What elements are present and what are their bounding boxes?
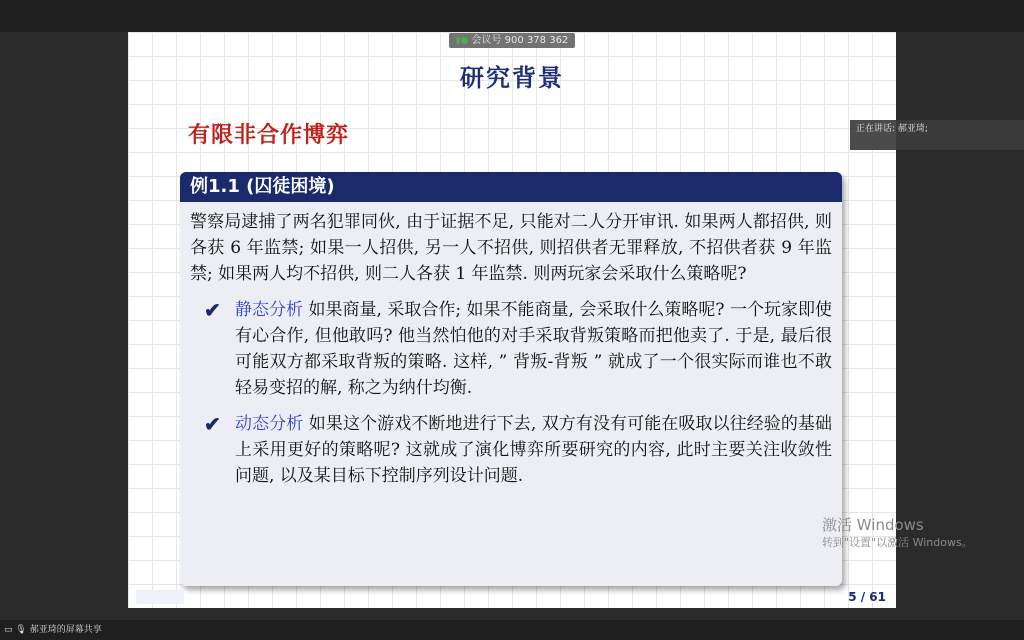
list-item-dynamic: [190, 411, 832, 489]
checkmark-icon: ✔: [204, 298, 221, 322]
list-item-static: [190, 297, 832, 401]
slide-nav-symbols[interactable]: [136, 590, 184, 604]
slide-title: 研究背景: [460, 63, 564, 92]
item-text-static: 如果商量, 采取合作; 如果不能商量, 会采取什么策略呢? 一个玩家即使有心合作, 但他敢吗? 他当然怕他的对手采取背叛策略而把他卖了. 于是, 最后很可能双方都采取背叛的策略. 这样, ” 背叛-背叛 ” 就成了一个很实际而谁也不敢轻易变招的解, 称之为纳什均衡.: [235, 300, 833, 398]
term-static: 静态分析: [235, 300, 304, 320]
share-label: 郝亚琦的屏幕共享: [29, 625, 102, 635]
signal-icon: ▮●: [455, 36, 469, 46]
checkmark-icon: ✔: [204, 412, 221, 436]
example-block: [180, 172, 842, 586]
speaker-indicator: [850, 120, 1024, 150]
screen-share-indicator[interactable]: [4, 620, 102, 640]
monitor-icon: ▭: [4, 625, 13, 635]
meeting-id: 会议号 900 378 362: [471, 35, 569, 46]
meeting-id-badge[interactable]: [449, 33, 575, 48]
block-body: [180, 202, 842, 489]
item-text-dynamic: 如果这个游戏不断地进行下去, 双方有没有可能在吸取以往经验的基础上采用更好的策略呢? 这就成了演化博弈所要研究的内容, 此时主要关注收敛性问题, 以及某目标下控制序列设计问题.: [235, 414, 833, 486]
bottom-bar: [0, 620, 1024, 640]
microphone-icon: 🎙: [15, 625, 27, 635]
slide: [128, 32, 896, 608]
activation-watermark: [822, 516, 973, 552]
block-intro: 警察局逮捕了两名犯罪同伙, 由于证据不足, 只能对二人分开审讯. 如果两人都招供, 则各获 6 年监禁; 如果一人招供, 另一人不招供, 则招供者无罪释放, 不招供者获 9 年监禁; 如果两人均不招供, 则二人各获 1 年监禁. 则两玩家会采取什么策略呢?: [190, 212, 832, 284]
speaker-label: 正在讲话: 郝亚琦;: [856, 124, 928, 134]
watermark-title: 激活 Windows: [822, 516, 924, 534]
section-subtitle: 有限非合作博弈: [188, 122, 350, 148]
top-bar: [0, 0, 1024, 32]
watermark-subtitle: 转到"设置"以激活 Windows。: [822, 536, 973, 549]
block-header: 例1.1 (囚徒困境): [180, 172, 842, 202]
page-number: 5 / 61: [848, 590, 886, 604]
term-dynamic: 动态分析: [235, 414, 304, 434]
